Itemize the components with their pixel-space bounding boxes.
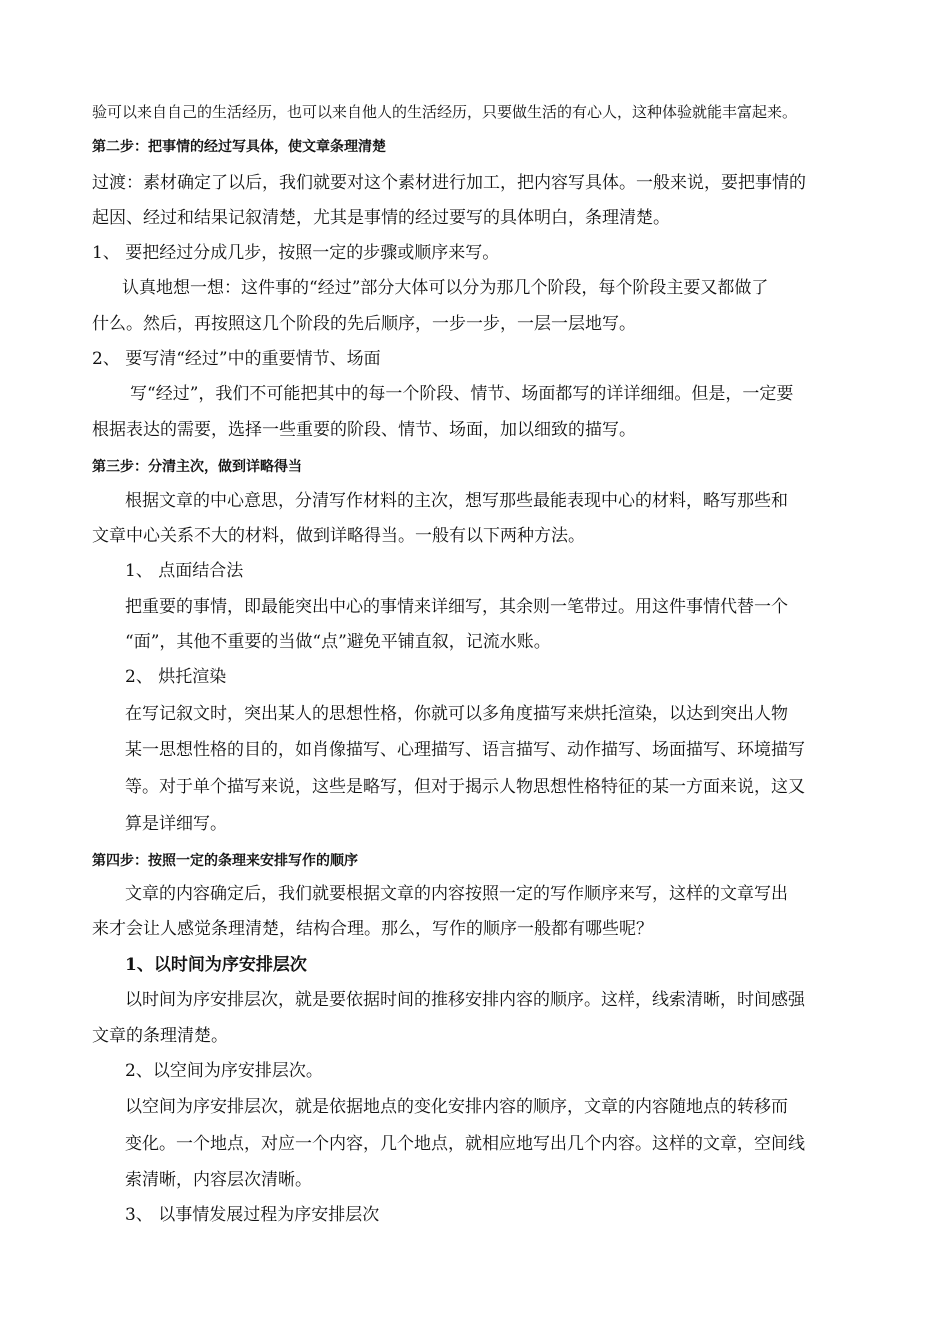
paragraph-line: 写“经过”，我们不可能把其中的每一个阶段、情节、场面都写的详详细细。但是，一定要 [130,384,794,404]
paragraph-line: 以时间为序安排层次，就是要依据时间的推移安排内容的顺序。这样，线索清晰，时间感强 [125,990,805,1010]
paragraph-line: 某一思想性格的目的，如肖像描写、心理描写、语言描写、动作描写、场面描写、环境描写 [125,740,805,760]
paragraph-line: 来才会让人感觉条理清楚，结构合理。那么，写作的顺序一般都有哪些呢？ [92,919,653,939]
paragraph-line: 过渡：素材确定了以后，我们就要对这个素材进行加工，把内容写具体。一般来说，要把事情的 [92,173,806,193]
list-item: 1、 点面结合法 [125,561,244,581]
paragraph-line: 变化。一个地点，对应一个内容，几个地点，就相应地写出几个内容。这样的文章，空间线 [125,1134,805,1154]
paragraph-line: “面”，其他不重要的当做“点”避免平铺直叙，记流水账。 [125,632,551,652]
paragraph-line: 验可以来自自己的生活经历，也可以来自他人的生活经历，只要做生活的有心人，这种体验就能丰富起来。 [92,103,798,121]
paragraph-line: 索清晰，内容层次清晰。 [125,1170,312,1190]
paragraph-line: 文章中心关系不大的材料，做到详略得当。一般有以下两种方法。 [92,526,585,546]
list-item: 3、 以事情发展过程为序安排层次 [125,1205,380,1225]
section-heading-step-2: 第二步：把事情的经过写具体，使文章条理清楚 [92,139,386,155]
paragraph-line: 把重要的事情，即最能突出中心的事情来详细写，其余则一笔带过。用这件事情代替一个 [125,597,788,617]
paragraph-line: 根据表达的需要，选择一些重要的阶段、情节、场面，加以细致的描写。 [92,420,636,440]
list-item: 1、 要把经过分成几步，按照一定的步骤或顺序来写。 [92,243,500,263]
subheading: 1、以时间为序安排层次 [125,955,307,975]
paragraph-line: 以空间为序安排层次，就是依据地点的变化安排内容的顺序，文章的内容随地点的转移而 [125,1097,788,1117]
subheading: 2、以空间为序安排层次。 [125,1061,323,1081]
section-heading-step-3: 第三步：分清主次，做到详略得当 [92,459,302,475]
paragraph-line: 起因、经过和结果记叙清楚，尤其是事情的经过要写的具体明白，条理清楚。 [92,208,670,228]
paragraph-line: 认真地想一想：这件事的“经过”部分大体可以分为那几个阶段，每个阶段主要又都做了 [122,278,769,298]
list-item: 2、 烘托渲染 [125,667,227,687]
paragraph-line: 在写记叙文时，突出某人的思想性格，你就可以多角度描写来烘托渲染，以达到突出人物 [125,704,788,724]
paragraph-line: 算是详细写。 [125,814,227,834]
paragraph-line: 文章的内容确定后，我们就要根据文章的内容按照一定的写作顺序来写，这样的文章写出 [125,884,788,904]
paragraph-line: 什么。然后，再按照这几个阶段的先后顺序，一步一步，一层一层地写。 [92,314,636,334]
paragraph-line: 根据文章的中心意思，分清写作材料的主次，想写那些最能表现中心的材料，略写那些和 [125,491,788,511]
paragraph-line: 等。对于单个描写来说，这些是略写，但对于揭示人物思想性格特征的某一方面来说，这又 [125,777,805,797]
section-heading-step-4: 第四步：按照一定的条理来安排写作的顺序 [92,853,358,869]
paragraph-line: 文章的条理清楚。 [92,1026,228,1046]
list-item: 2、 要写清“经过”中的重要情节、场面 [92,349,381,369]
